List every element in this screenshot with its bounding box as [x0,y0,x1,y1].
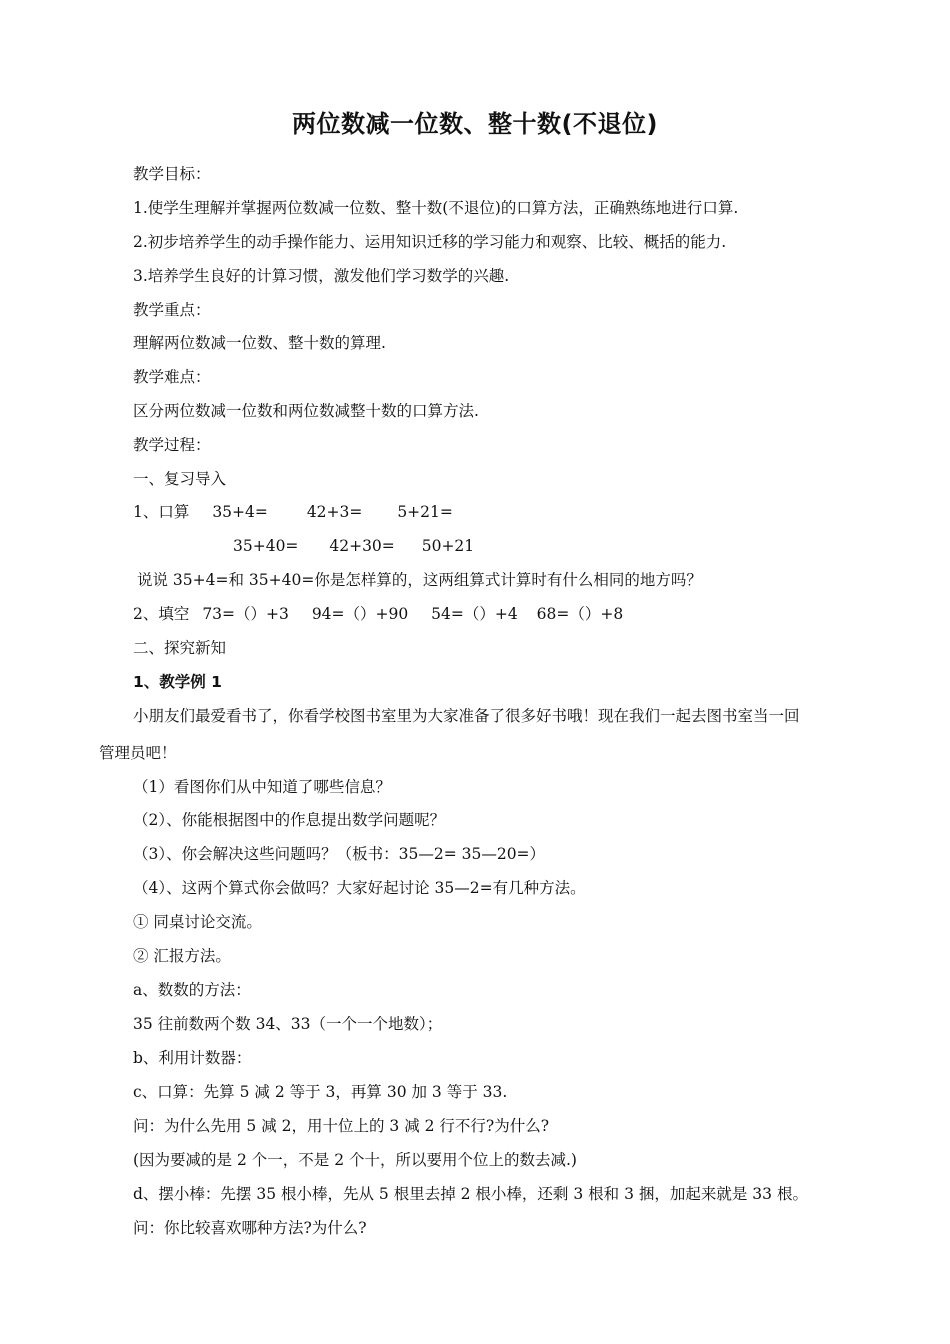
key-heading: 教学重点： [133,301,211,319]
example-heading: 1、教学例 1 [133,673,222,691]
oral-calc-item: 35+4= [212,503,268,521]
oral-calc-item: 42+3= [306,503,363,521]
goal-item-2: 2.初步培养学生的动手操作能力、运用知识迁移的学习能力和观察、比较、概括的能力. [133,233,727,251]
method-b-heading: b、利用计数器： [133,1049,252,1067]
step-2: ② 汇报方法。 [133,947,231,965]
oral-calc-item: 5+21= [397,503,453,521]
section-review: 一、复习导入 [133,470,227,488]
document-title: 两位数减一位数、整十数(不退位) [292,110,658,138]
question-2: （2）、你能根据图中的作息提出数学问题呢？ [133,811,446,829]
goal-item-1: 1.使学生理解并掌握两位数减一位数、整十数(不退位)的口算方法，正确熟练地进行口算. [133,199,739,217]
method-c-text: c、口算：先算 5 减 2 等于 3，再算 30 加 3 等于 33. [133,1083,508,1101]
step-1: ① 同桌讨论交流。 [133,913,262,931]
goal-item-3: 3.培养学生良好的计算习惯，激发他们学习数学的兴趣. [133,267,510,285]
difficulty-heading: 教学难点： [133,368,211,386]
question-why-1: 问：为什么先用 5 减 2，用十位上的 3 减 2 行不行?为什么? [133,1117,550,1135]
fill-blank-row [133,604,623,624]
oral-calc-item: 50+21 [421,537,475,555]
oral-calc-row-1 [133,502,453,522]
fill-blank-label: 2、填空 [133,605,190,623]
fill-blank-item: 68=（）+8 [536,605,624,623]
discussion-prompt: 说说 35+4=和 35+40=你是怎样算的，这两组算式计算时有什么相同的地方吗？ [137,571,702,589]
answer-why-1: (因为要减的是 2 个一，不是 2 个十，所以要用个位上的数去减.) [133,1151,577,1169]
question-3: （3）、你会解决这些问题吗？（板书：35—2= 35—20=） [133,845,546,863]
fill-blank-item: 73=（）+3 [202,605,289,623]
oral-calc-label: 1、口算 [133,503,190,521]
method-a-text: 35 往前数两个数 34、33（一个一个地数）； [133,1015,443,1033]
difficulty-text: 区分两位数减一位数和两位数减整十数的口算方法. [133,402,479,420]
question-1: （1）看图你们从中知道了哪些信息？ [133,778,391,796]
fill-blank-item: 54=（）+4 [431,605,518,623]
question-4: （4）、这两个算式你会做吗？大家好起讨论 35—2=有几种方法。 [133,879,586,897]
method-a-heading: a、数数的方法： [133,981,251,999]
oral-calc-row-2 [233,536,474,556]
story-line-1: 小朋友们最爱看书了，你看学校图书室里为大家准备了很多好书哦！现在我们一起去图书室当一回 [133,707,800,725]
section-explore: 二、探究新知 [133,639,227,657]
key-text: 理解两位数减一位数、整十数的算理. [133,334,386,352]
oral-calc-item: 42+30= [329,537,395,555]
method-d-text: d、摆小棒：先摆 35 根小棒，先从 5 根里去掉 2 根小棒，还剩 3 根和 3 捆，加起来就是 33 根。 [133,1185,808,1203]
oral-calc-item: 35+40= [233,537,299,555]
story-line-2: 管理员吧！ [99,744,177,762]
goal-heading: 教学目标： [133,165,211,183]
question-preference: 问：你比较喜欢哪种方法?为什么? [133,1219,367,1237]
process-heading: 教学过程： [133,436,211,454]
fill-blank-item: 94=（）+90 [311,605,409,623]
